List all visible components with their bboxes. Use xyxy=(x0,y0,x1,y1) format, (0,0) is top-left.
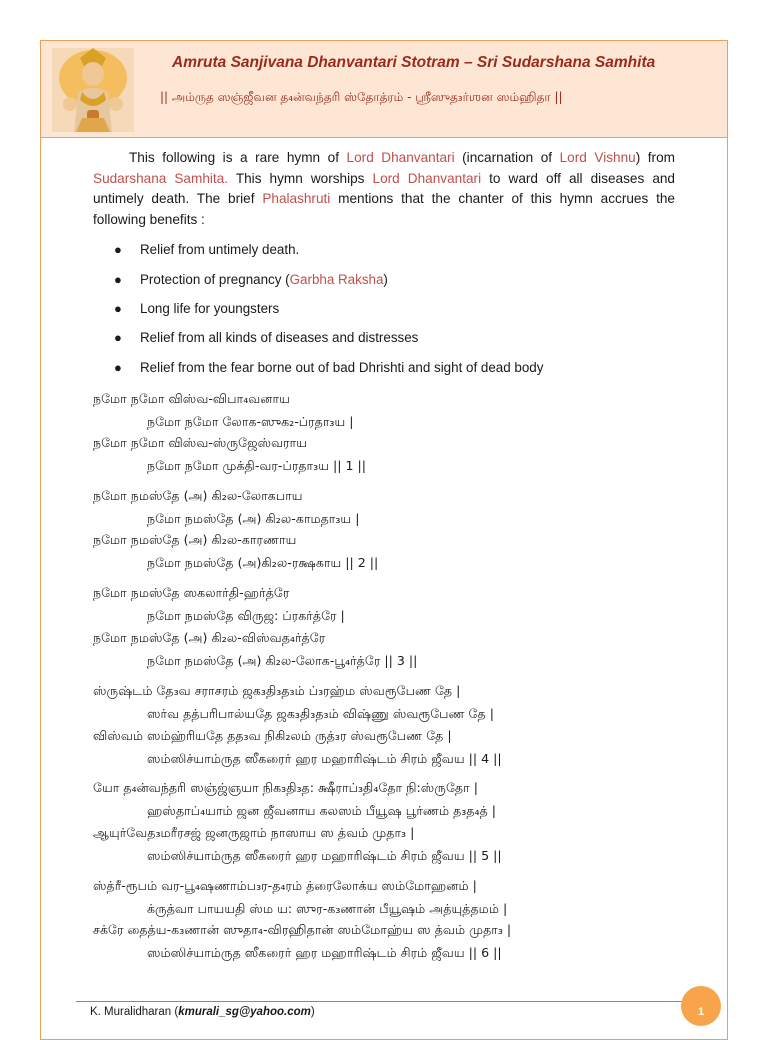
verse-line: ஸம்ஸிச்யாம்ருத ஸீகரைர் ஹர மஹாரிஷ்டம் சிரம் ஜீவய || 4 || xyxy=(147,751,502,766)
benefit-text: Protection of pregnancy ( xyxy=(140,272,290,287)
verse-line: நமோ நமஸ்தே (அ) கி₂ல-காரணாய xyxy=(93,532,297,547)
benefit-text: Relief from untimely death. xyxy=(140,242,300,257)
verse-line: நமோ நமஸ்தே (அ)கி₂ல-ரக்ஷகாய || 2 || xyxy=(147,555,379,570)
benefit-item xyxy=(114,360,544,375)
bullet-icon: ● xyxy=(114,360,122,375)
author-name: K. Muralidharan ( xyxy=(90,1006,179,1018)
benefit-text: Relief from all kinds of diseases and distresses xyxy=(140,330,419,345)
intro-text: (incarnation of xyxy=(454,150,560,165)
dhanvantari-portrait-image xyxy=(52,48,134,132)
document-title: Amruta Sanjivana Dhanvantari Stotram – Sri Sudarshana Samhita xyxy=(172,54,656,71)
document-subtitle-tamil: || அம்ருத ஸஞ்ஜீவன த₄ன்வந்தரி ஸ்தோத்ரம் - ஸ்ரீஸுத₃ர்ஶன ஸம்ஹிதா || xyxy=(160,90,563,104)
benefit-item xyxy=(114,272,388,287)
verse-line: நமோ நமோ லோக-ஸுக₂-ப்ரதா₃ய | xyxy=(147,414,354,429)
benefit-text: Long life for youngsters xyxy=(140,301,280,316)
footer-divider xyxy=(76,1001,706,1002)
source-name: Sudarshana Samhita. xyxy=(93,170,229,186)
deity-name: Lord Vishnu xyxy=(559,150,636,165)
verse-line: நமோ நமஸ்தே ஸகலார்தி-ஹர்த்ரே xyxy=(93,585,290,600)
intro-text: This hymn worships xyxy=(228,170,373,186)
garbha-raksha-term: Garbha Raksha xyxy=(289,272,384,287)
benefit-text: Relief from the fear borne out of bad Dhrishti and sight of dead body xyxy=(140,360,544,375)
footer-author xyxy=(90,1006,315,1018)
verse-line: ஸ்த்ரீ-ரூபம் வர-பூ₄ஷணாம்ப₃ர-த₄ரம் த்ரைலோக்ய ஸம்மோஹனம் | xyxy=(93,878,477,893)
benefit-item xyxy=(114,330,419,345)
verse-line: ஆயுர்வேத₃மரீரசஜ் ஜனருஜாம் நாஸாய ஸ த்வம் முதா₃ | xyxy=(93,825,415,840)
verse-line: நமோ நமஸ்தே (அ) கி₂ல-விஸ்வத₄ர்த்ரே xyxy=(93,630,326,645)
author-email-link[interactable]: kmurali_sg@yahoo.com xyxy=(178,1006,311,1018)
phalashruti-term: Phalashruti xyxy=(262,191,331,206)
intro-text: ) from xyxy=(635,150,675,165)
verse-line: நமோ நமஸ்தே (அ) கி₂ல-லோக-பூ₄ர்த்ரே || 3 || xyxy=(147,653,418,668)
verse-line: நமோ நமோ விஸ்வ-விபா₄வனாய xyxy=(93,391,290,406)
benefit-item xyxy=(114,301,280,316)
verse-line: ஸம்ஸிச்யாம்ருத ஸீகரைர் ஹர மஹாரிஷ்டம் சிரம் ஜீவய || 6 || xyxy=(147,945,502,960)
verse-line: சக்ரே தைத்ய-க₃ணான் ஸுதா₄-விரஹிதான் ஸம்மோஹ்ய ஸ த்வம் முதா₃ | xyxy=(93,922,512,937)
verse-line: ஸ்ருஷ்டம் தே₃வ சராசரம் ஜக₃தி₃த₃ம் ப்₃ரஹ்ம ஸ்வரூபேண தே | xyxy=(93,683,461,698)
bullet-icon: ● xyxy=(114,242,122,257)
benefit-text: ) xyxy=(383,272,388,287)
page-number: 1 xyxy=(697,1006,705,1018)
bullet-icon: ● xyxy=(114,301,122,316)
intro-paragraph xyxy=(93,148,675,230)
bullet-icon: ● xyxy=(114,272,122,287)
intro-text: This following is a rare hymn of xyxy=(129,150,347,165)
verse-line: நமோ நமஸ்தே (அ) கி₂ல-காமதா₃ய | xyxy=(147,511,360,526)
verse-line: யோ த₄ன்வந்தரி ஸஞ்ஜ்ஞயா நிக₃தி₃த: க்ஷீராப்₃தி₄தோ நி:ஸ்ருதோ | xyxy=(93,780,478,795)
verse-line: நமோ நமஸ்தே (அ) கி₂ல-லோகபாய xyxy=(93,488,303,503)
footer-text: ) xyxy=(310,1006,315,1018)
benefit-item xyxy=(114,242,300,257)
intro-text: mentions that the chanter of this hymn accrues the following benefits : xyxy=(93,191,675,227)
deity-name: Lord Dhanvantari xyxy=(346,150,455,165)
verse-line: ஹஸ்தாப்₄யாம் ஜன ஜீவனாய கலஸம் பீயூஷ பூர்ணம் த₃த₄த் | xyxy=(147,803,497,818)
intro-text: to ward off all diseases and untimely death. The brief xyxy=(93,170,675,206)
verse-line: க்ருத்வா பாயயதி ஸ்ம ய: ஸுர-க₃ணான் பீயூஷம் அத்யுத்தமம் | xyxy=(147,901,508,916)
deity-name: Lord Dhanvantari xyxy=(372,170,482,186)
verse-line: ஸர்வ தத்பரிபால்யதே ஜக₃தி₃த₃ம் விஷ்ணு ஸ்வரூபேண தே | xyxy=(147,706,494,721)
verse-line: நமோ நமோ விஸ்வ-ஸ்ருஜேஸ்வராய xyxy=(93,435,308,450)
bullet-icon: ● xyxy=(114,330,122,345)
verse-line: நமோ நமோ முக்தி-வர-ப்ரதா₃ய || 1 || xyxy=(147,458,366,473)
verse-line: ஸம்ஸிச்யாம்ருத ஸீகரைர் ஹர மஹாரிஷ்டம் சிரம் ஜீவய || 5 || xyxy=(147,848,502,863)
verse-line: விஸ்வம் ஸம்ஹ்ரியதே தத₃வ நிகி₂லம் ருத்₃ர ஸ்வரூபேண தே | xyxy=(93,728,452,743)
verse-line: நமோ நமஸ்தே விருஜ: ப்ரகர்த்ரே | xyxy=(147,608,345,623)
